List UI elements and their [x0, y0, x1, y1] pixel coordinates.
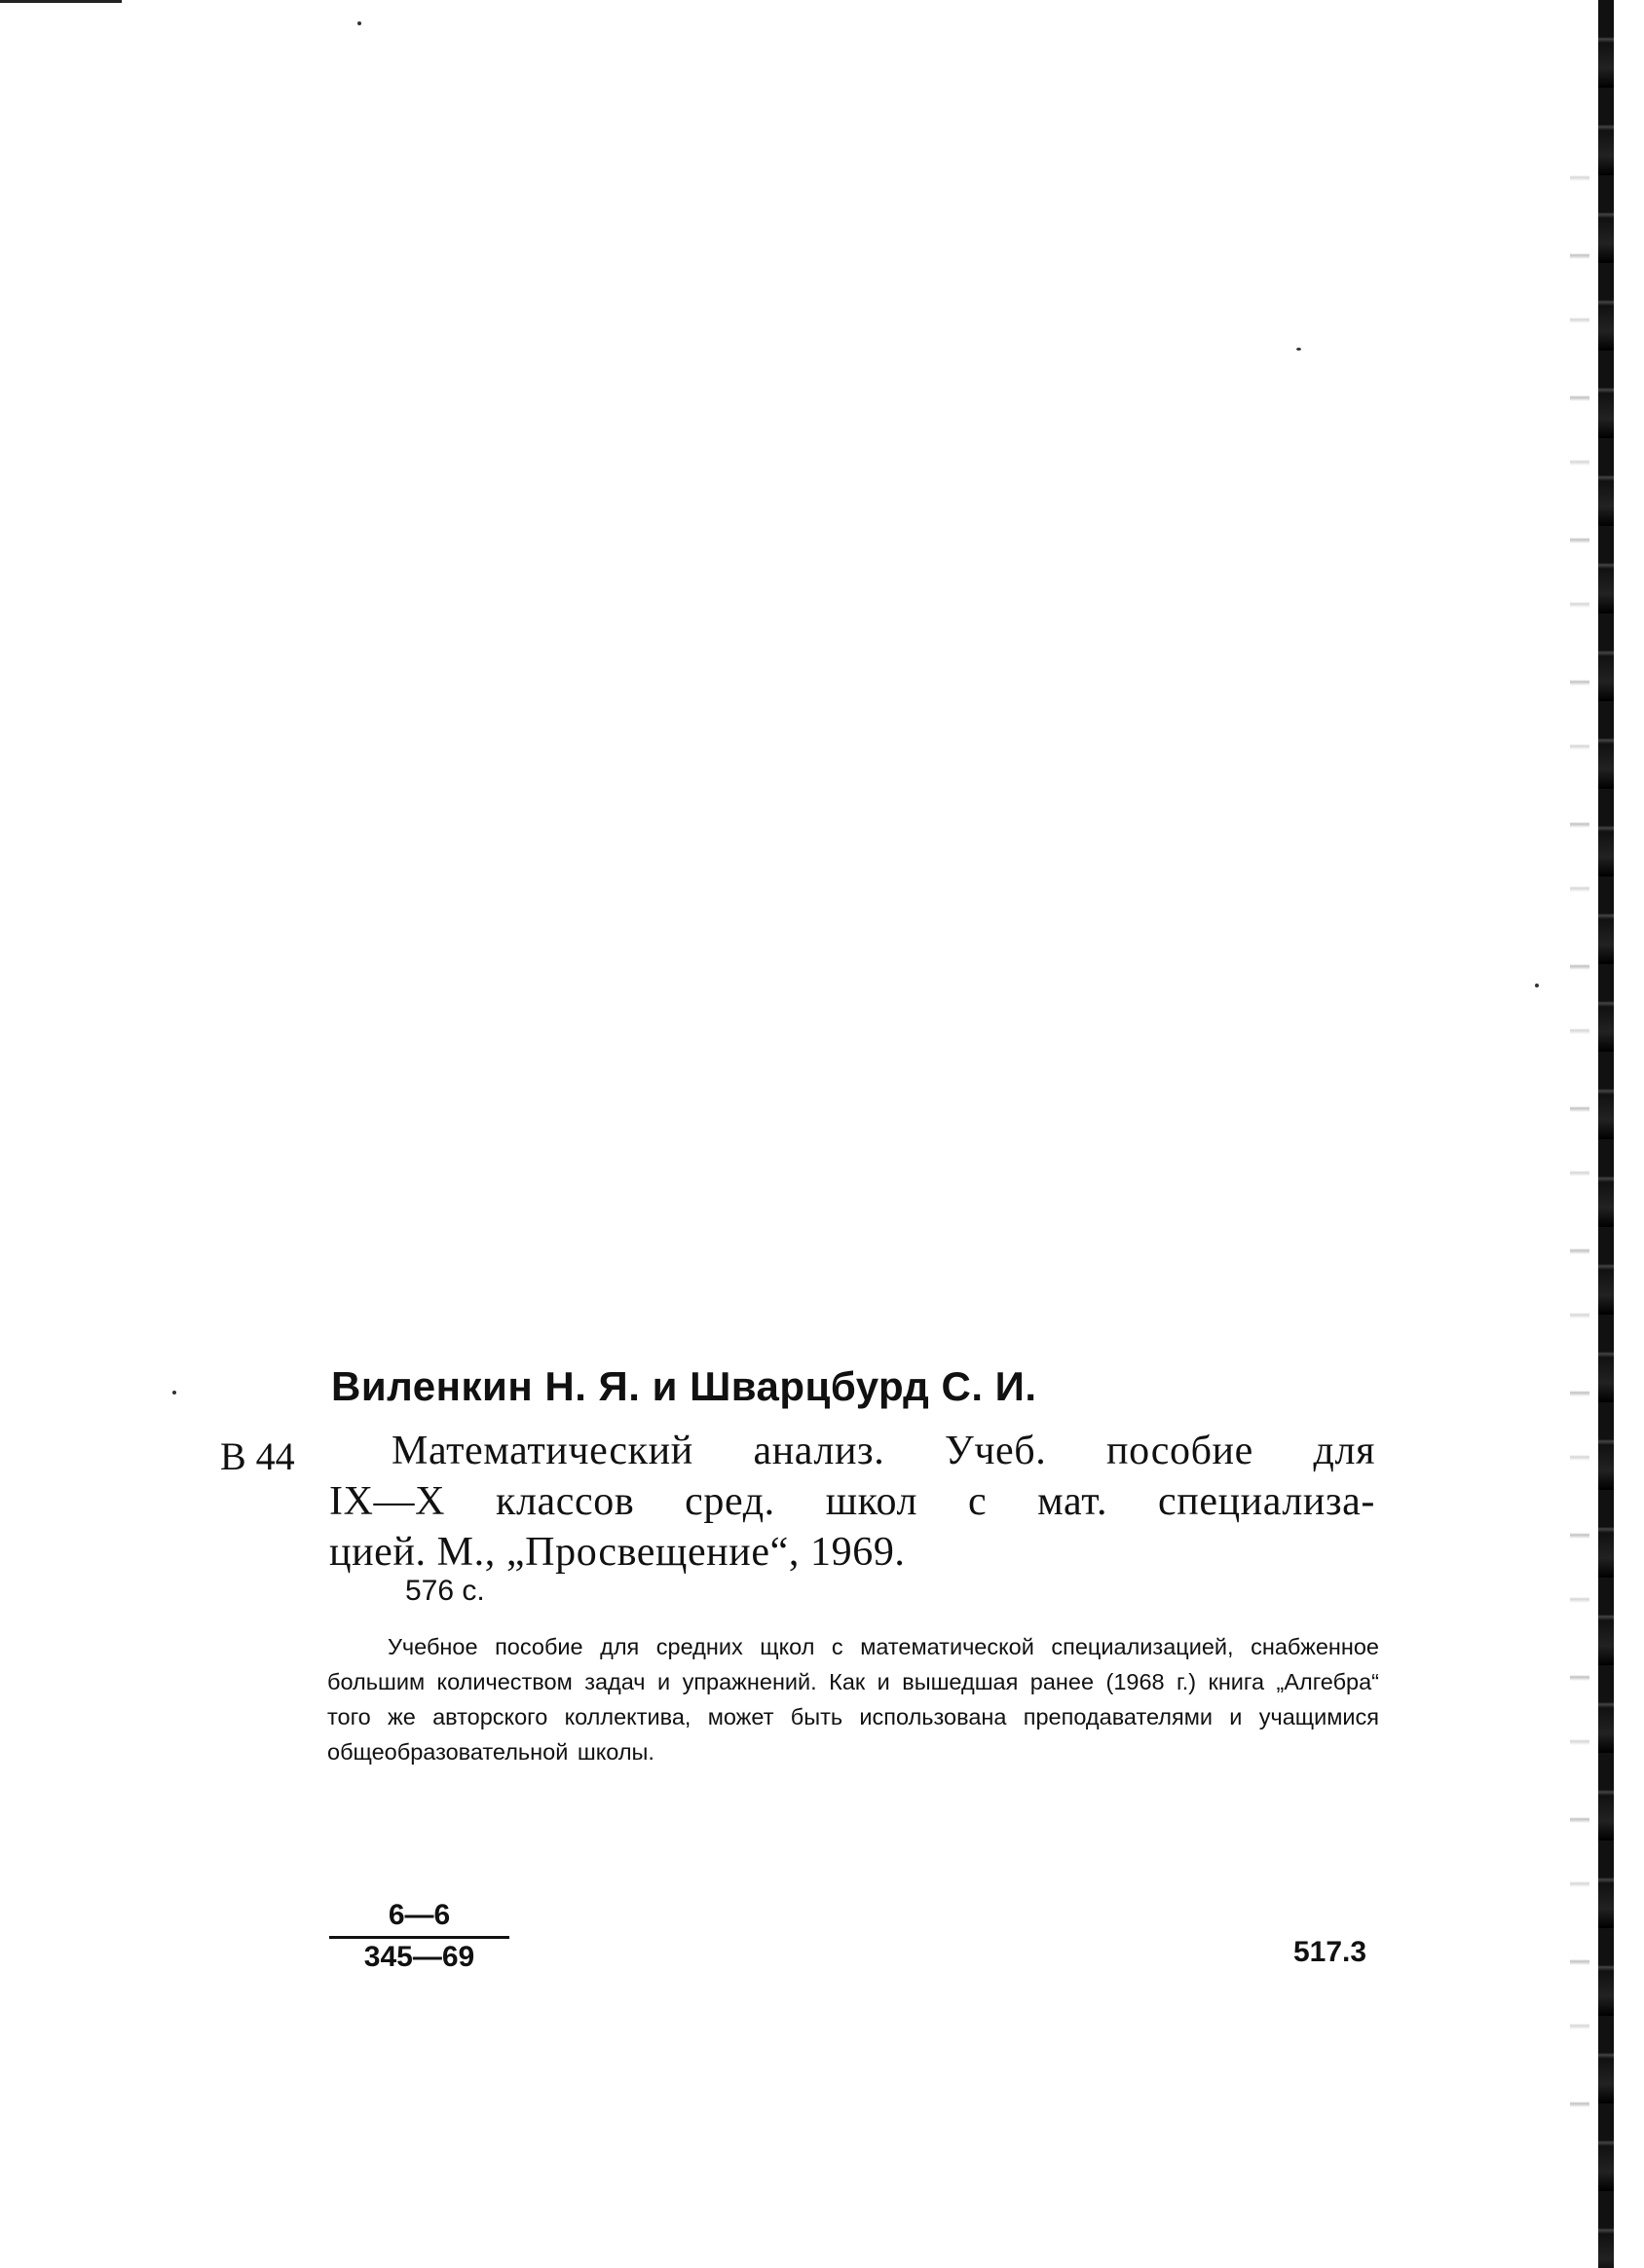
- classification-code: В 44: [220, 1434, 295, 1478]
- fraction-numerator: 6—6: [329, 1899, 509, 1939]
- fraction-denominator: 345—69: [363, 1941, 475, 1973]
- speck: [1296, 348, 1301, 351]
- speck: [1535, 984, 1539, 987]
- page-count: 576 с.: [405, 1575, 485, 1607]
- speck: [357, 21, 361, 25]
- top-rule: [0, 0, 122, 3]
- scanned-page-edge: [1598, 0, 1614, 2268]
- title-line-3: цией. М., „Просвещение“, 1969.: [329, 1530, 906, 1575]
- speck: [172, 1391, 176, 1394]
- udc-index: 517.3: [1293, 1936, 1367, 1968]
- scan-shadow: [1570, 117, 1589, 2162]
- title-line-1: Математический анализ. Учеб. пособие для: [392, 1429, 1375, 1473]
- annotation-paragraph: Учебное пособие для средних щкол с математической специализацией, снабженное большим количеством задач и упражнений. Как и вышедшая ранее (1968 г.) книга „Алгебра“ того же авторского коллектива, может быть использована преподавателями и учащимися общеобразовательной школы.: [327, 1634, 1379, 1765]
- print-code-fraction: [329, 1899, 509, 1974]
- title-line-2: IX—X классов сред. школ с мат. специализа-: [329, 1479, 1375, 1524]
- authors-heading: Виленкин Н. Я. и Шварцбурд С. И.: [331, 1363, 1037, 1409]
